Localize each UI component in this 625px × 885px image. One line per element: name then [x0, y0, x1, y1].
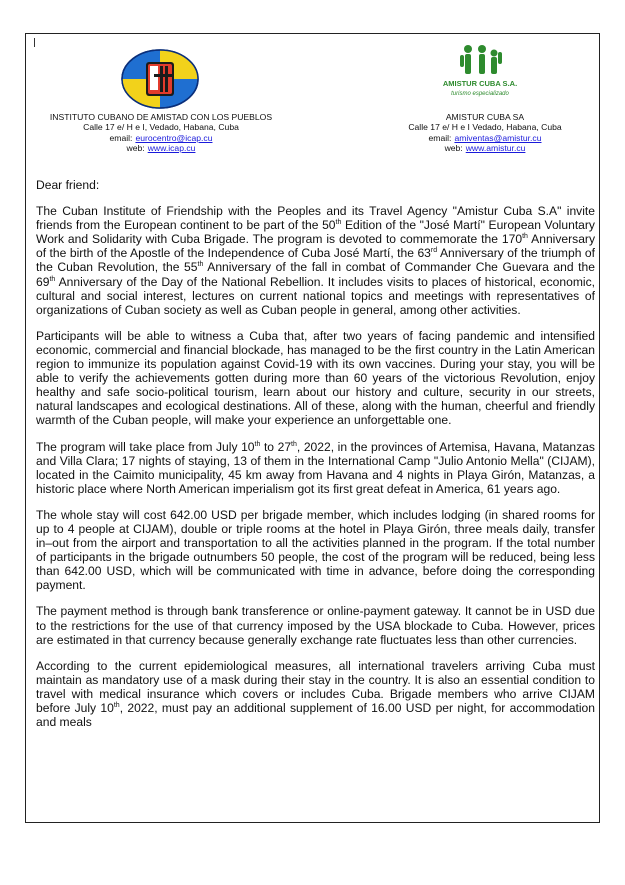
icap-web-line — [36, 143, 286, 153]
paragraph-experience: Participants will be able to witness a Cuba that, after two years of facing pandemic and intensified economic, commercial and financial blockade, has managed to be the first country in the Latin American region to immunize its population against Covid-19 with its own vaccines. During your stay, you will be able to verify the achievements gotten during more than 60 years of the victorious Revolution, enjoy healthy and safe socio-political tourism, learn about our history and culture, security in our streets, natural landscapes and ecological destinations. All of these, along with the human, cheerful and friendly warmth of the Cuban people, will make your experience an unforgettable one. — [36, 328, 595, 428]
amistur-logo-text: AMISTUR CUBA S.A. — [442, 79, 518, 88]
icap-name: INSTITUTO CUBANO DE AMISTAD CON LOS PUEBLOS — [49, 112, 273, 122]
icap-web-label: web: — [126, 143, 145, 154]
icap-email-line — [36, 133, 286, 143]
amistur-email-label: email: — [428, 132, 452, 143]
icap-web-link[interactable]: www.icap.cu — [147, 143, 196, 154]
paragraph-payment: The payment method is through bank transference or online-payment gateway. It cannot be in USD due to the restrictions for the use of that currency imposed by the USA blockade to Cuba. However, prices are estimated in that currency because generally exchange rate fluctuates less than other currencies. — [36, 604, 595, 647]
paragraph-invitation: The Cuban Institute of Friendship with the Peoples and its Travel Agency "Amistur Cuba S.A" invite friends from the European continent to be part of the 50th Edition of the "José Martí" European Voluntary Work and Solidarity with Cuba Brigade. The program is devoted to commemorate the 170th Anniversary of the birth of the Apostle of the Independence of Cuba José Martí, the 63rd Anniversary of the triumph of the Cuban Revolution, the 55th Anniversary of the fall in combat of Commander Che Guevara and the 69th Anniversary of the Day of the National Rebellion. It includes visits to places of historical, economic, cultural and social interest, lectures on current national topics and meetings with representatives of organizations of Cuban society as well as Cuban people in general, among other activities. — [36, 204, 596, 317]
amistur-name: AMISTUR CUBA SA — [445, 112, 525, 122]
icap-email-label: email: — [109, 132, 133, 143]
amistur-web-label: web: — [444, 143, 463, 154]
amistur-contact-block — [380, 112, 590, 154]
paragraph-cost: The whole stay will cost 642.00 USD per brigade member, which includes lodging (in shared rooms for up to 4 people at CIJAM), double or triple rooms at the hotel in Playa Girón, three meals daily, transfer in–out from the airport and transportation to all the activities planned in the program. If the total number of participants in the brigade outnumbers 50 people, the cost of the program will be reduced, being less than 642.00 USD, which will be communicated with time in advance, before doing the corresponding payment. — [36, 507, 595, 593]
amistur-web-link[interactable]: www.amistur.cu — [465, 143, 526, 154]
icap-contact-block — [36, 112, 286, 154]
paragraph-schedule: The program will take place from July 10th to 27th, 2022, in the provinces of Artemisa, Havana, Matanzas and Villa Clara; 17 nights of staying, 13 of them in the International Camp "Julio Antonio Mella" (CIJAM), located in the Caimito municipality, 45 km away from Havana and 4 nights in Playa Girón, Matanzas, a historic place where North American imperialism got its first great defeat in America, 61 years ago. — [36, 439, 595, 496]
amistur-email-line — [380, 133, 590, 143]
greeting: Dear friend: — [36, 178, 100, 192]
amistur-logo — [440, 44, 520, 100]
paragraph-health-measures: According to the current epidemiological measures, all international travelers arriving Cuba must maintain as mandatory use of a mask during their stay in the country. It is also an essential condition to travel with medical insurance which covers or includes Cuba. Brigade members who arrive CIJAM before July 10th, 2022, must pay an additional supplement of 16.00 USD per night, for accommodation and meals — [36, 658, 595, 730]
text-cursor — [34, 38, 35, 47]
icap-logo — [120, 48, 200, 110]
amistur-email-link[interactable]: amiventas@amistur.cu — [454, 132, 542, 143]
amistur-logo-subtext: turismo especializado — [451, 91, 509, 97]
amistur-address: Calle 17 e/ H e I Vedado, Habana, Cuba — [408, 122, 562, 133]
amistur-web-line — [380, 143, 590, 153]
letter-body — [36, 178, 595, 741]
icap-email-link[interactable]: eurocentro@icap.cu — [135, 132, 213, 143]
icap-address: Calle 17 e/ H e I, Vedado, Habana, Cuba — [83, 122, 239, 133]
